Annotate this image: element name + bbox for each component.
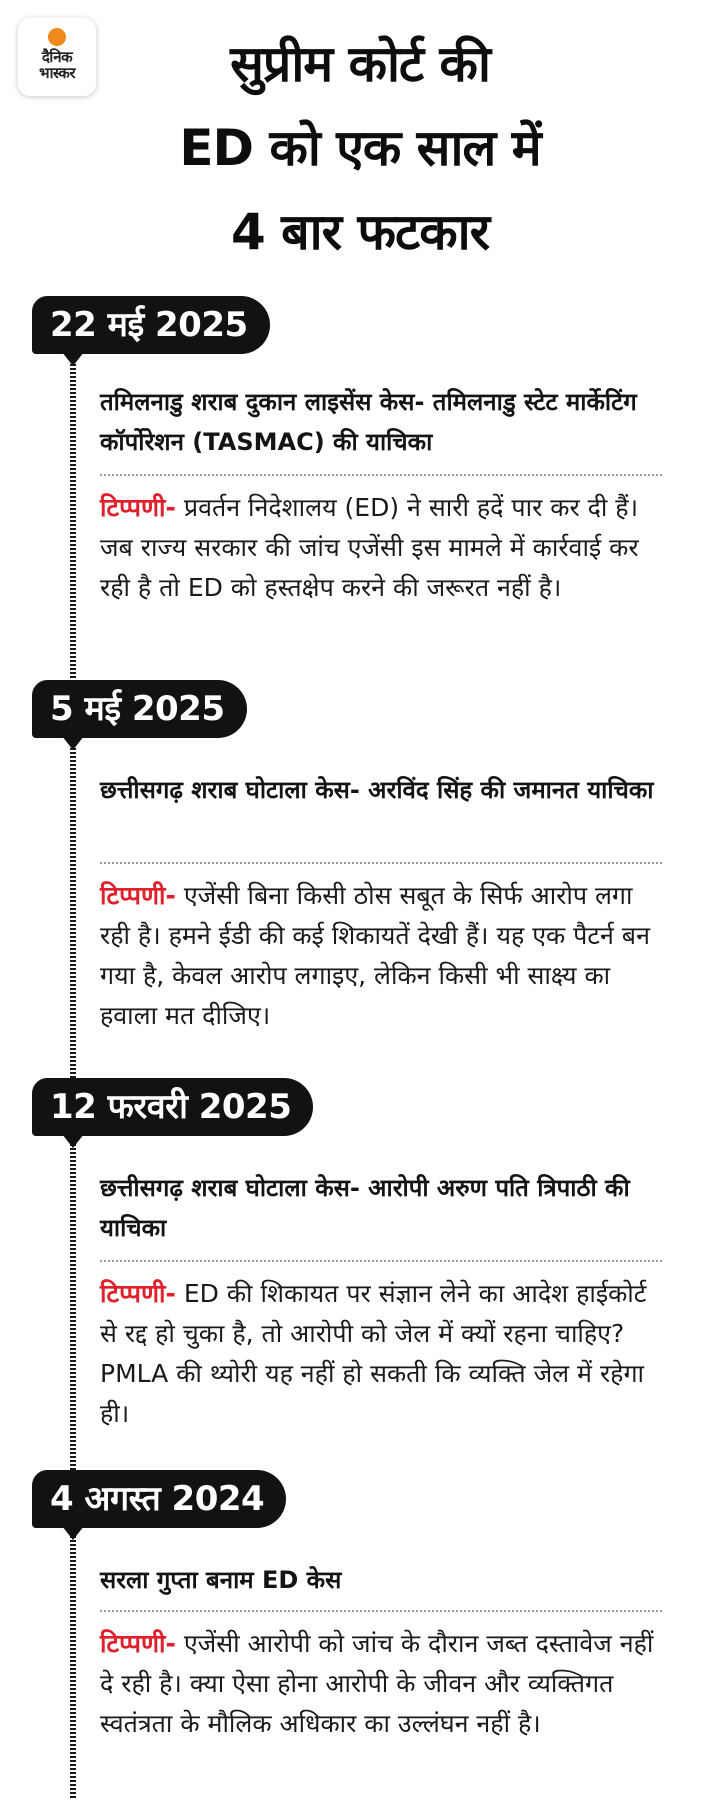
logo-sun-icon: [48, 28, 66, 46]
case-title: छत्तीसगढ़ शराब घोटाला केस- अरविंद सिंह की जमानत याचिका: [100, 776, 654, 804]
date-badge-pointer: [62, 352, 84, 366]
remark-text: [100, 488, 670, 608]
remark-label: टिप्पणी-: [100, 1629, 176, 1658]
remark-text: [100, 1274, 670, 1434]
remark-body: ED की शिकायत पर संज्ञान लेने का आदेश हाईकोर्ट से रद्द हो चुका है, तो आरोपी को जेल में क्यों रहना चाहिए? PMLA की थ्योरी यह नहीं हो सकती कि व्यक्ति जेल में रहेगा ही।: [100, 1279, 647, 1428]
case-title: तमिलनाडु शराब दुकान लाइसेंस केस- तमिलनाडु स्टेट मार्केटिंग कॉर्पोरेशन (TASMAC) की याचिका: [100, 388, 637, 456]
page-title: [90, 22, 630, 274]
remark-text: [100, 876, 670, 1036]
remark-label: टिप्पणी-: [100, 1279, 176, 1308]
dotted-divider: [100, 474, 662, 476]
dotted-divider: [100, 862, 662, 864]
page-title-line: 4 बार फटकार: [230, 203, 490, 261]
dainik-bhaskar-logo: [18, 18, 96, 96]
dotted-divider: [100, 1260, 662, 1262]
page-title-line: ED को एक साल में: [179, 119, 541, 177]
case-title: छत्तीसगढ़ शराब घोटाला केस- आरोपी अरुण पति त्रिपाठी की याचिका: [100, 1174, 630, 1242]
remark-body: एजेंसी आरोपी को जांच के दौरान जब्त दस्तावेज नहीं दे रही है। क्या ऐसा होना आरोपी के जीवन और व्यक्तिगत स्वतंत्रता के मौलिक अधिकार का उल्लंघन नहीं है।: [100, 1629, 654, 1738]
date-badge: 5 मई 2025: [32, 680, 247, 738]
date-badge-pointer: [62, 736, 84, 750]
logo-text-line2: भास्कर: [39, 64, 75, 82]
remark-text: [100, 1624, 670, 1744]
date-badge: 4 अगस्त 2024: [32, 1470, 286, 1528]
date-badge-pointer: [62, 1526, 84, 1540]
date-badge: 22 मई 2025: [32, 296, 270, 354]
logo-text-line1: दैनिक: [41, 48, 73, 66]
remark-body: एजेंसी बिना किसी ठोस सबूत के सिर्फ आरोप लगा रही है। हमने ईडी की कई शिकायतें देखी हैं। यह एक पैटर्न बन गया है, केवल आरोप लगाइए, लेकिन किसी भी साक्ष्य का हवाला मत दीजिए।: [100, 881, 650, 1030]
remark-label: टिप्पणी-: [100, 493, 176, 522]
dotted-divider: [100, 1610, 662, 1612]
date-badge: 12 फरवरी 2025: [32, 1078, 313, 1136]
remark-body: प्रवर्तन निदेशालय (ED) ने सारी हदें पार कर दी हैं। जब राज्य सरकार की जांच एजेंसी इस मामले में कार्रवाई कर रही है तो ED को हस्तक्षेप करने की जरूरत नहीं है।: [100, 493, 639, 602]
date-badge-pointer: [62, 1134, 84, 1148]
timeline-dashed-line: [70, 340, 76, 1800]
remark-label: टिप्पणी-: [100, 881, 176, 910]
case-title: सरला गुप्ता बनाम ED केस: [100, 1566, 342, 1594]
page-title-line: सुप्रीम कोर्ट की: [230, 35, 490, 93]
